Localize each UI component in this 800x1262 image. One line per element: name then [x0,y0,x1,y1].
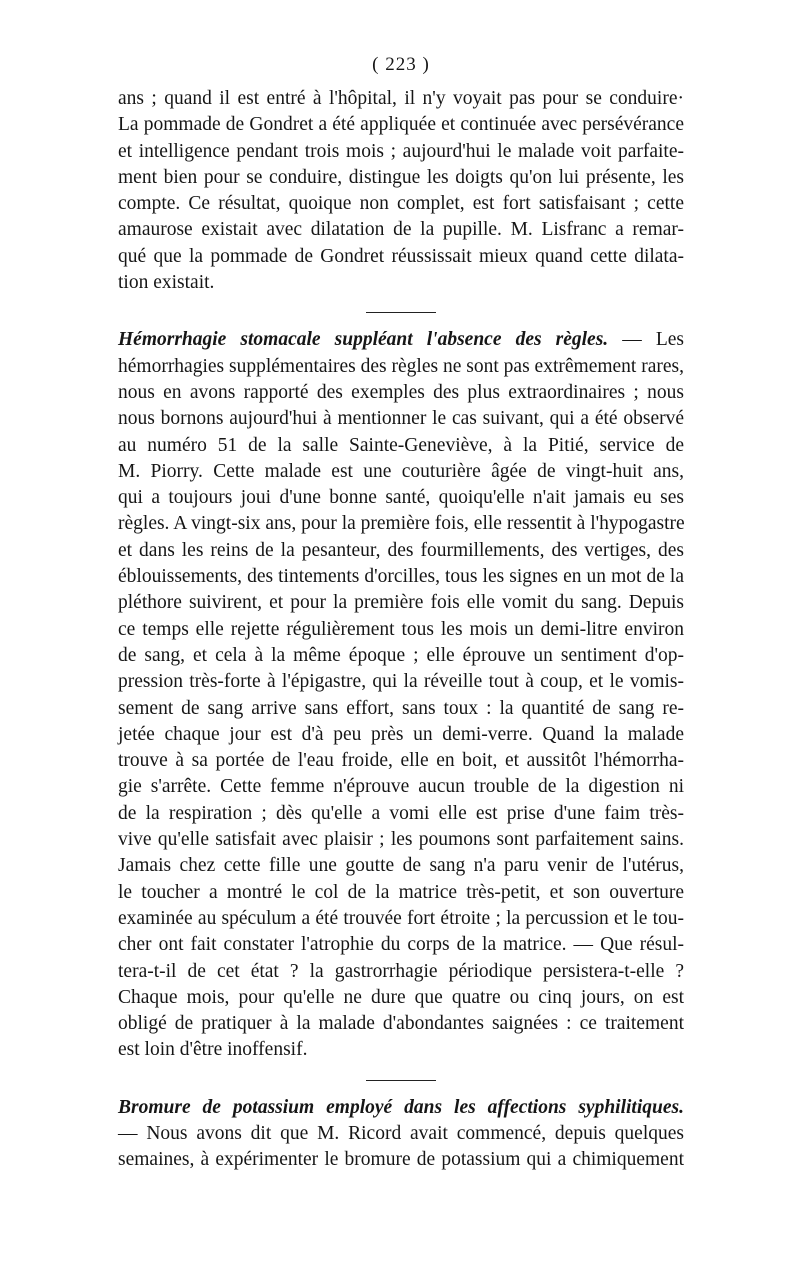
page-number: ( 223 ) [372,54,430,75]
text-line [118,1095,684,1121]
text-line: pléthore suivirent, et pour la première fois elle vomit du sang. Depuis [118,592,684,614]
section-divider [366,1080,436,1081]
text-line: éblouissements, des tintements d'orcilles, tous les signes en un mot de la [118,566,684,588]
text-line: obligé de pratiquer à la malade d'abondantes saignées : ce traitement [118,1013,684,1035]
text-line: cher ont fait constater l'atrophie du corps de la matrice. — Que résul- [118,934,684,956]
text-line: de la respiration ; dès qu'elle a vomi elle est prise d'une faim très- [118,802,684,824]
text-line: nous bornons aujourd'hui à mentionner le cas suivant, qui a été observé [118,408,684,430]
text-line: La pommade de Gondret a été appliquée et continuée avec persévérance [118,114,684,136]
document-page [118,52,684,1174]
text-line: et intelligence pendant trois mois ; aujourd'hui le malade voit parfaite- [118,140,684,162]
paragraph-amaurose [118,86,684,296]
text-line [118,327,684,353]
text-line: compte. Ce résultat, quoique non complet, est fort satisfaisant ; cette [118,193,684,215]
text-line: sement de sang arrive sans effort, sans toux : la quantité de sang re- [118,697,684,719]
text-line: jetée chaque jour est d'à peu près un demi-verre. Quand la malade [118,723,684,745]
text-line: qui a toujours joui d'une bonne santé, quoiqu'elle n'ait jamais eu ses [118,487,684,509]
text-line: M. Piorry. Cette malade est une couturière âgée de vingt-huit ans, [118,460,684,482]
text-line: est loin d'être inoffensif. [118,1039,308,1061]
section-title: Bromure de potassium employé dans les affections syphilitiques. [118,1096,684,1118]
section-divider [366,312,436,313]
text-line: règles. A vingt-six ans, pour la première fois, elle ressentit à l'hypogastre [118,513,685,535]
text-line: semaines, à expérimenter le bromure de potassium qui a chimiquement [118,1149,684,1171]
text-line: gie s'arrête. Cette femme n'éprouve aucun trouble de la digestion ni [118,776,684,798]
text-line: vive qu'elle satisfait avec plaisir ; les poumons sont parfaitement sains. [118,829,684,851]
paragraph-hemorrhagie [118,327,684,1063]
text-line: trouve à sa portée de l'eau froide, elle en boit, et aussitôt l'hémorrha- [118,750,684,772]
text-line: au numéro 51 de la salle Sainte-Geneviève, à la Pitié, service de [118,434,684,456]
text-line: de sang, et cela à la même époque ; elle éprouve un sentiment d'op- [118,644,684,666]
text-line: amaurose existait avec dilatation de la pupille. M. Lisfranc a remar- [118,219,684,241]
text-line: Jamais chez cette fille une goutte de sang n'a paru venir de l'utérus, [118,855,684,877]
text-line: tera-t-il de cet état ? la gastrorrhagie périodique persistera-t-elle ? [118,960,684,982]
text-line: ment bien pour se conduire, distingue les doigts qu'on lui présente, les [118,166,684,188]
text-line: examinée au spéculum a été trouvée fort étroite ; la percussion et le tou- [118,907,684,929]
text-line: — Nous avons dit que M. Ricord avait commencé, depuis quelques [118,1122,684,1144]
text-line: le toucher a montré le col de la matrice très-petit, et son ouverture [118,881,684,903]
text-line: Chaque mois, pour qu'elle ne dure que quatre ou cinq jours, on est [118,986,684,1008]
text-line: qué que la pommade de Gondret réussissait mieux quand cette dilata- [118,245,684,267]
text-line: tion existait. [118,272,215,294]
text-fragment: — Les [622,329,685,351]
text-line: nous en avons rapporté des exemples des plus extraordinaires ; nous [118,381,684,403]
text-line: et dans les reins de la pesanteur, des fourmillements, des vertiges, des [118,539,684,561]
paragraph-bromure [118,1095,684,1174]
section-title: Hémorrhagie stomacale suppléant l'absence des règles. [118,329,609,351]
text-line: ce temps elle rejette régulièrement tous les mois un demi-litre environ [118,618,684,640]
text-line: hémorrhagies supplémentaires des règles ne sont pas extrêmement rares, [118,355,684,377]
text-line: ans ; quand il est entré à l'hôpital, il n'y voyait pas pour se conduire· [118,88,684,109]
text-line: pression très-forte à l'épigastre, qui la réveille tout à coup, et le vomis- [118,671,684,693]
